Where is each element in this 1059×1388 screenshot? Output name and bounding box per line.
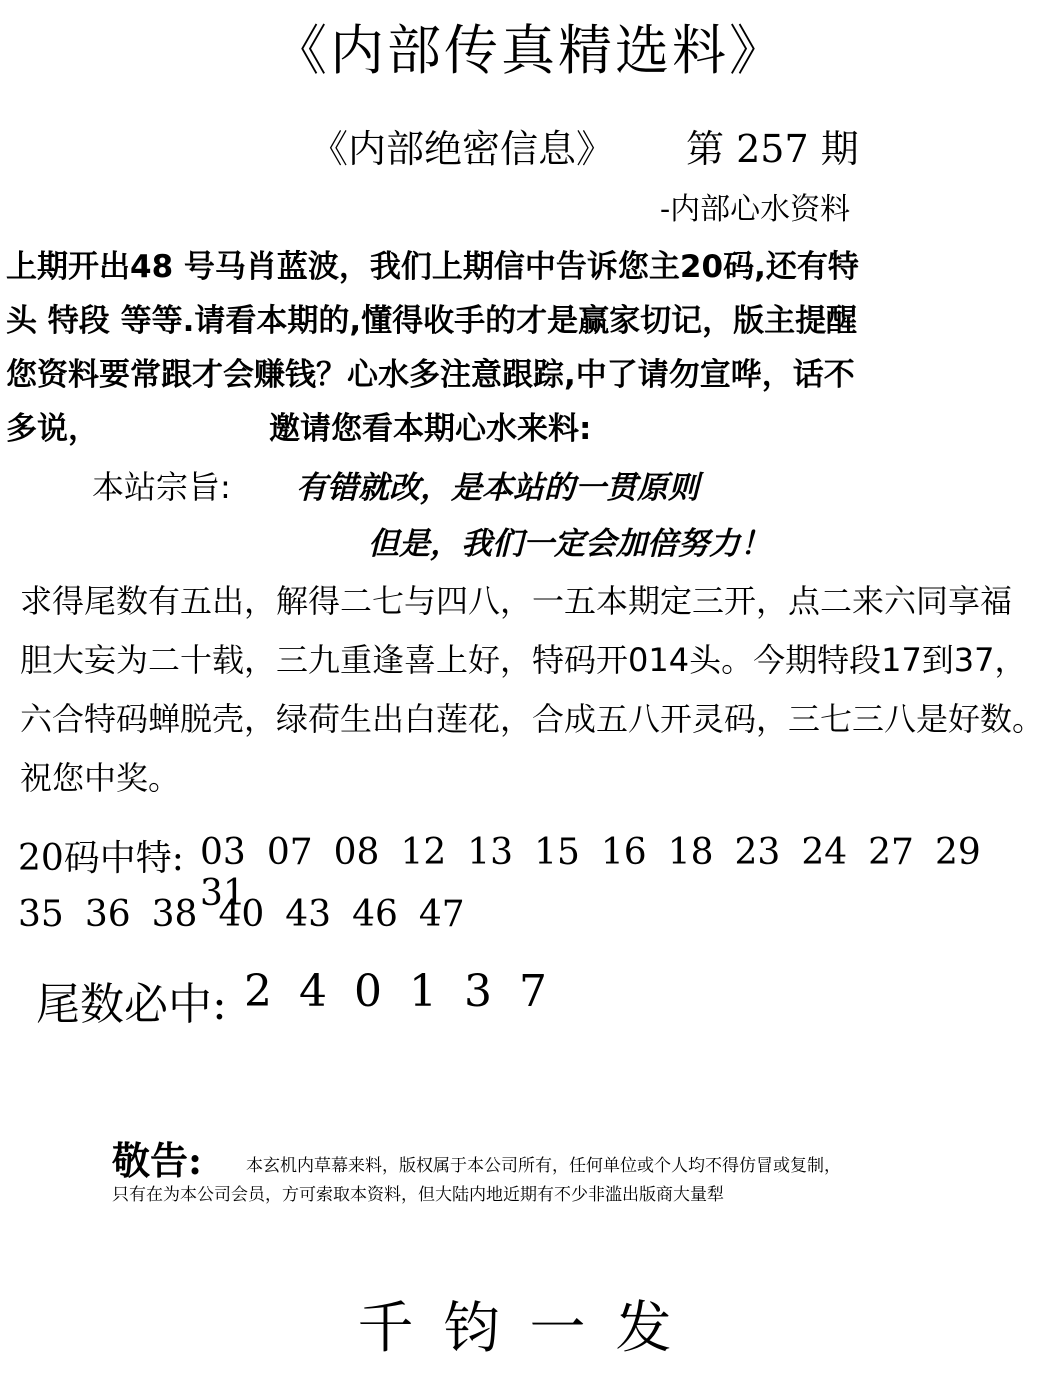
notice-line-2: 只有在为本公司会员，方可索取本资料，但大陆内地近期有不少非滥出版商大量犁 [112,1185,724,1205]
tail-digit: 3 [464,966,492,1017]
tail-digit: 4 [299,966,327,1017]
number-item: 18 [667,832,714,873]
number-item: 15 [534,832,580,873]
footer-slogan: 千钧一发 [357,1296,702,1361]
number-item: 29 [934,832,981,873]
number-item: 03 [200,832,246,873]
motto-line-1: 有错就改，是本站的一贯原则 [296,470,699,506]
intro-line-1: 上期开出48 号马肖蓝波，我们上期信中告诉您主20码,还有特 [6,249,859,285]
number-item: 36 [84,894,131,935]
number-item: 23 [734,832,781,873]
number-item: 16 [600,832,647,873]
number-item: 38 [151,894,198,935]
tail-digit: 1 [409,966,437,1017]
notice-line-1: 本玄机内草幕来料，版权属于本公司所有，任何单位或个人均不得仿冒或复制， [246,1156,841,1176]
number-item: 31 [200,873,246,914]
tail-digit: 7 [519,966,547,1017]
number-item: 08 [333,832,380,873]
tail-digit: 2 [244,966,272,1017]
number-item: 24 [801,832,848,873]
tail-label: 尾数必中: [36,979,227,1030]
tail-digits [244,966,574,1017]
verse-line-2: 胆大妄为二十载，三九重逢喜上好，特码开014头。今期特段17到37， [20,641,1027,679]
page-title: 《内部传真精选料》 [273,19,786,82]
numbers-label: 20码中特: [18,838,184,879]
number-item: 40 [218,894,265,935]
intro-line-2: 头 特段 等等.请看本期的,懂得收手的才是赢家切记，版主提醒 [6,303,858,339]
notice-label: 敬告: [112,1138,203,1183]
numbers-row-2 [18,894,486,935]
number-item: 27 [868,832,914,873]
motto-label: 本站宗旨: [92,468,231,506]
number-item: 43 [285,894,332,935]
intro-line-3: 您资料要常跟才会赚钱？心水多注意跟踪,中了请勿宣哗，话不 [6,357,855,393]
number-item: 12 [400,832,447,873]
number-item: 46 [352,894,398,935]
issue-number: 第 257 期 [686,127,859,171]
source-note: -内部心水资料 [660,192,851,227]
motto-line-2: 但是，我们一定会加倍努力！ [368,526,771,562]
number-item: 35 [18,894,64,935]
verse-line-4: 祝您中奖。 [20,759,181,797]
intro-line-4-start: 多说， [6,411,99,447]
verse-block [20,572,1044,808]
tail-digit: 0 [354,966,382,1017]
number-item: 07 [266,832,313,873]
number-item: 13 [467,832,514,873]
verse-line-3: 六合特码蝉脱壳，绿荷生出白莲花，合成五八开灵码，三七三八是好数。 [20,700,1045,738]
subtitle-line [310,118,859,173]
subtitle: 《内部绝密信息》 [310,127,615,171]
intro-line-4 [6,402,1059,456]
intro-invitation: 邀请您看本期心水来料: [269,411,592,447]
intro-paragraph [6,240,1059,456]
number-item: 47 [418,894,465,935]
verse-line-1: 求得尾数有五出，解得二七与四八，一五本期定三开，点二来六同享福 [20,582,1013,620]
